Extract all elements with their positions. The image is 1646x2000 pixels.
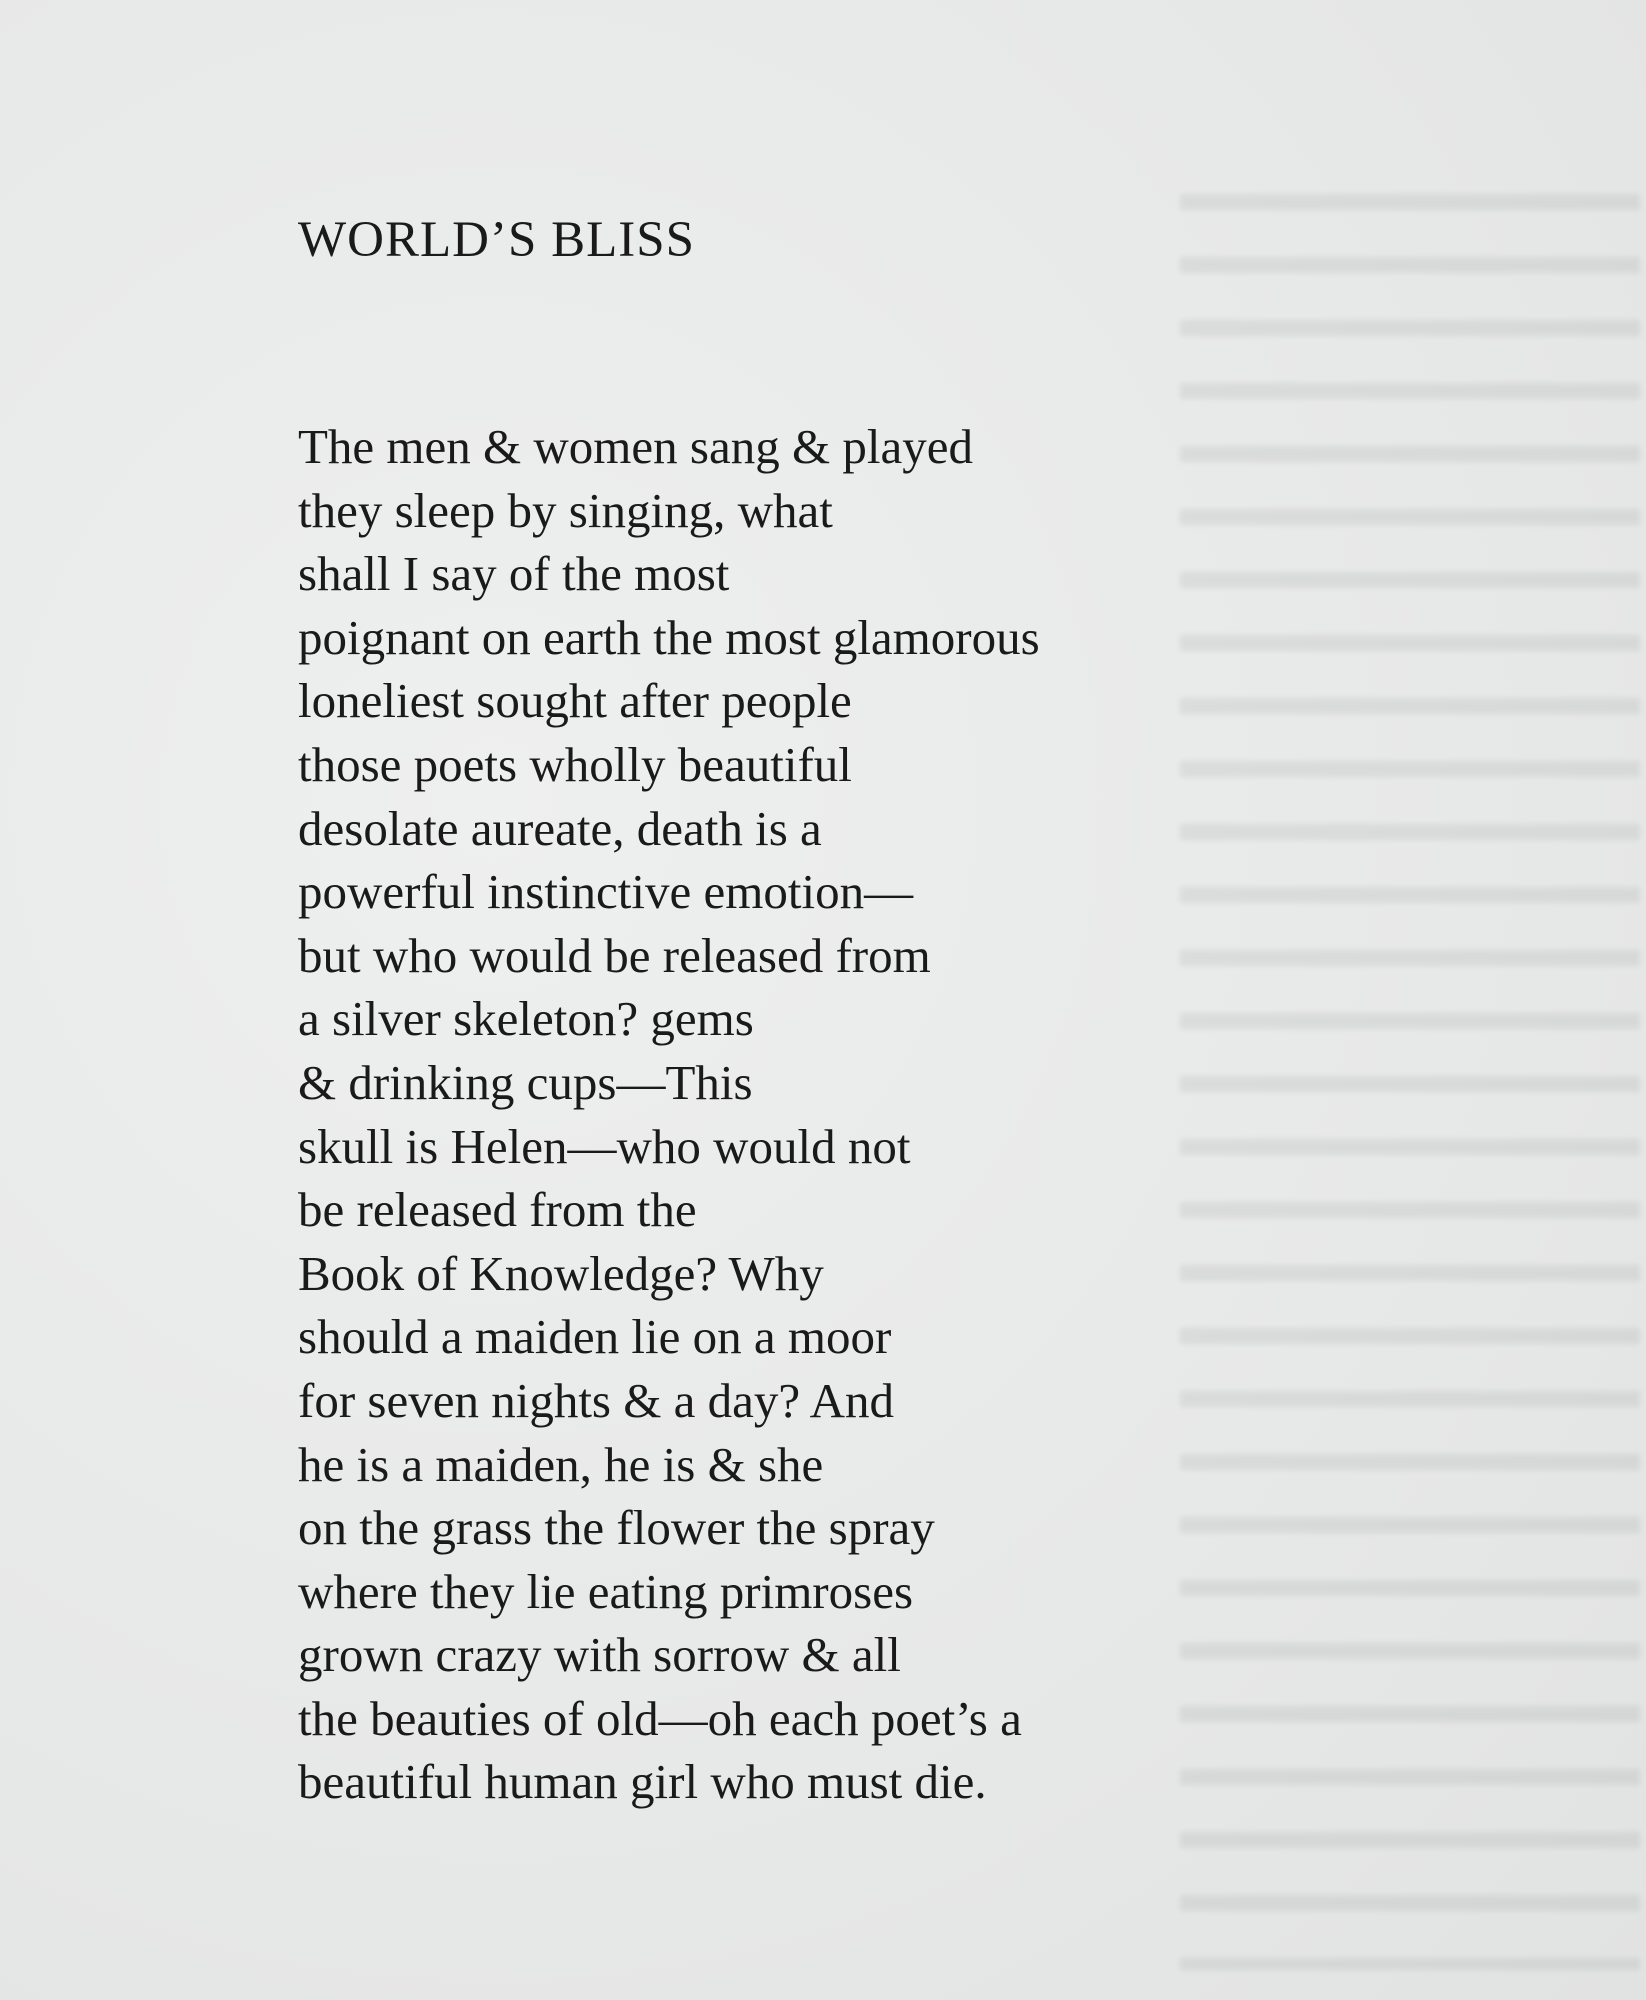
poem-line: grown crazy with sorrow & all — [298, 1627, 901, 1683]
poem-line: powerful instinctive emotion— — [298, 864, 914, 920]
poem-line: skull is Helen—who would not — [298, 1118, 911, 1174]
poem-title: WORLD’S BLISS — [298, 212, 695, 268]
poem-line: Book of Knowledge? Why — [298, 1245, 824, 1301]
poem-line: on the grass the flower the spray — [298, 1500, 935, 1556]
bleed-through-text — [1180, 170, 1640, 1970]
poem-line: a silver skeleton? gems — [298, 991, 754, 1047]
poem-line: shall I say of the most — [298, 546, 730, 602]
poem-line: they sleep by singing, what — [298, 482, 833, 538]
poem-line: poignant on earth the most glamorous — [298, 609, 1040, 665]
poem-line: The men & women sang & played — [298, 419, 973, 474]
poem-line: should a maiden lie on a moor — [298, 1309, 892, 1365]
poem-line: where they lie eating primroses — [298, 1563, 914, 1619]
poem-line: beautiful human girl who must die. — [298, 1754, 987, 1810]
poem-line: be released from the — [298, 1182, 697, 1238]
poem-line: the beauties of old—oh each poet’s a — [298, 1690, 1022, 1746]
poem-line: but who would be released from — [298, 927, 931, 983]
poem-line: for seven nights & a day? And — [298, 1372, 895, 1428]
poem-line: loneliest sought after people — [298, 673, 852, 729]
poem-line: he is a maiden, he is & she — [298, 1436, 824, 1492]
poem-line: desolate aureate, death is a — [298, 800, 822, 856]
poem-body — [298, 415, 1040, 1814]
poem-line: those poets wholly beautiful — [298, 736, 852, 792]
poem-line: & drinking cups—This — [298, 1054, 753, 1110]
